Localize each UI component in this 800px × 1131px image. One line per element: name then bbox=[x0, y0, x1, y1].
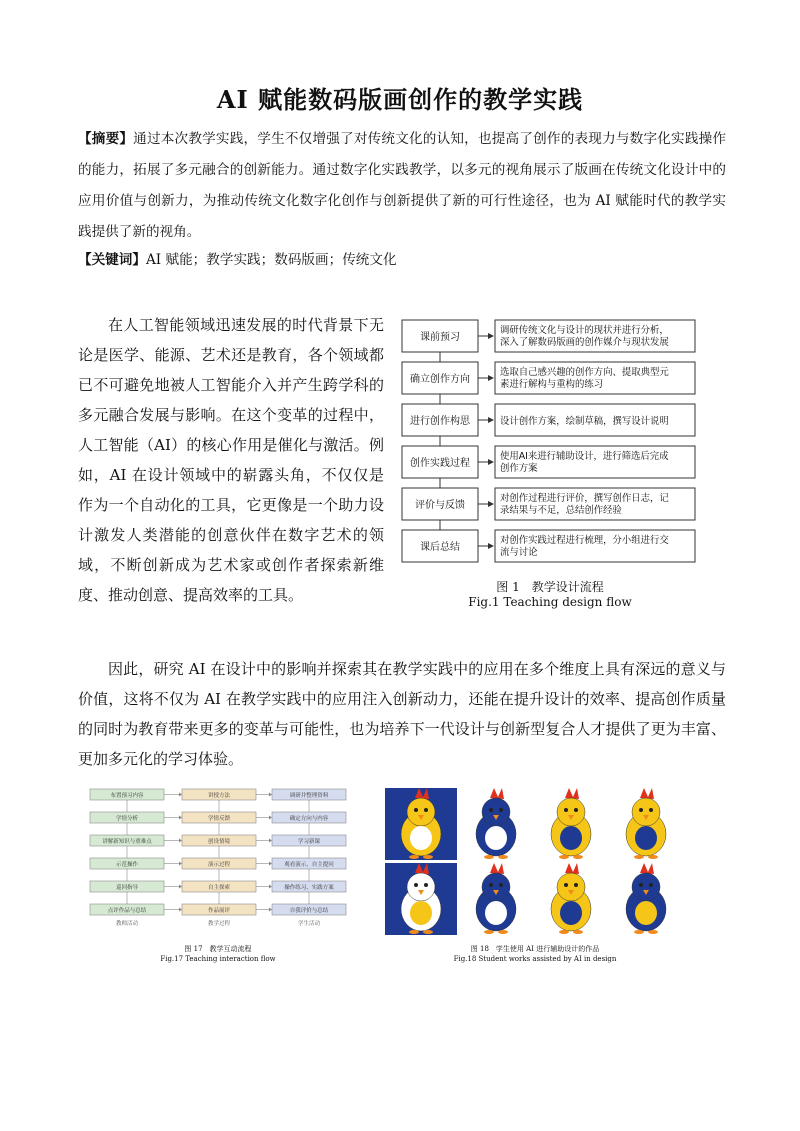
mascot-belly bbox=[635, 901, 657, 925]
figure-18-student-works bbox=[385, 788, 685, 938]
desc-text: 对创作过程进行评价，撰写创作日志，记 bbox=[500, 493, 669, 504]
figure-1-caption bbox=[400, 580, 700, 610]
comb-icon bbox=[490, 863, 504, 874]
eye-icon bbox=[649, 808, 653, 812]
comb-icon bbox=[565, 863, 579, 874]
keywords-text: AI 赋能；教学实践；数码版画；传统文化 bbox=[145, 252, 397, 268]
figure-18-caption-cn: 图 18 学生使用 AI 进行辅助设计的作品 bbox=[470, 945, 600, 953]
mascot-head bbox=[407, 798, 435, 826]
stage-label: 确立创作方向 bbox=[410, 374, 470, 385]
arrow-icon bbox=[269, 862, 272, 866]
arrow-icon bbox=[269, 816, 272, 820]
foot-icon bbox=[409, 855, 419, 859]
desc-text: 流与讨论 bbox=[500, 547, 538, 558]
mascot-head bbox=[632, 873, 660, 901]
comb-icon bbox=[490, 788, 504, 799]
eye-icon bbox=[499, 808, 503, 812]
mascot-head bbox=[407, 873, 435, 901]
arrow-icon bbox=[179, 885, 182, 889]
interaction-label: 布置预习内容 bbox=[110, 793, 144, 799]
mascot-artwork bbox=[385, 788, 457, 860]
abstract-text: 通过本次教学实践，学生不仅增强了对传统文化的认知，也提高了创作的表现力与数字化实践操作的能力，拓展了多元融合的创新能力。通过数字化实践教学，以多元的视角展示了版画在传统文化设计中的应用价值与创新力，为推动传统文化数字化创作与创新提供了新的可行性途径，也为 AI 赋能时代的教学实践提供了新的视角。 bbox=[78, 131, 727, 240]
comb-icon bbox=[640, 863, 654, 874]
mascot-artwork bbox=[476, 788, 516, 859]
mascot-artwork bbox=[551, 863, 591, 934]
desc-text: 选取自己感兴趣的创作方向、提取典型元 bbox=[500, 367, 669, 378]
column-label: 学生活动 bbox=[297, 921, 321, 927]
interaction-label: 示范操作 bbox=[115, 862, 139, 868]
eye-icon bbox=[564, 808, 568, 812]
foot-icon bbox=[559, 930, 569, 934]
interaction-label: 操作练习、实践方案 bbox=[284, 885, 334, 891]
figure-1-caption-cn: 图 1 教学设计流程 bbox=[496, 580, 604, 594]
body-paragraph-2 bbox=[78, 654, 726, 774]
interaction-label: 自我评价与总结 bbox=[289, 908, 329, 914]
foot-icon bbox=[634, 855, 644, 859]
arrow-icon bbox=[269, 839, 272, 843]
mascot-belly bbox=[485, 901, 507, 925]
interaction-label: 调研并整理资料 bbox=[289, 793, 329, 799]
figure-18-caption-en: Fig.18 Student works assisted by AI in design bbox=[453, 955, 617, 963]
desc-text: 素进行解构与重构的练习 bbox=[500, 379, 604, 390]
mascot-head bbox=[482, 798, 510, 826]
stage-label: 课前预习 bbox=[420, 332, 460, 343]
interaction-label: 作品展评 bbox=[207, 908, 231, 914]
eye-icon bbox=[424, 883, 428, 887]
eye-icon bbox=[574, 808, 578, 812]
interaction-label: 讲解新知识与重难点 bbox=[102, 839, 152, 845]
mascot-belly bbox=[635, 826, 657, 850]
figure-17-caption-cn: 图 17 教学互动流程 bbox=[184, 945, 252, 953]
eye-icon bbox=[489, 883, 493, 887]
arrow-icon bbox=[269, 793, 272, 797]
abstract bbox=[78, 124, 726, 248]
keywords-label: 【关键词】 bbox=[78, 252, 146, 268]
foot-icon bbox=[409, 930, 419, 934]
arrow-icon bbox=[488, 333, 494, 339]
desc-text: 对创作实践过程进行梳理，分小组进行交 bbox=[500, 535, 669, 546]
foot-icon bbox=[498, 930, 508, 934]
eye-icon bbox=[574, 883, 578, 887]
arrow-icon bbox=[488, 417, 494, 423]
stage-label: 创作实践过程 bbox=[410, 458, 470, 469]
paragraph-1-text: 在人工智能领域迅速发展的时代背景下无论是医学、能源、艺术还是教育，各个领域都已不可避免地被人工智能介入并产生跨学科的多元融合发展与影响。在这个变革的过程中，人工智能（AI）的核心作用是催化与激活。例如，AI 在设计领域中的崭露头角，不仅仅是作为一个自动化的工具，它更像是一个助力设计激发人类潜能的创意伙伴在数字艺术的领域，不断创新成为艺术家或创作者探索新维度、推动创意、提高效率的工具。 bbox=[78, 316, 384, 604]
interaction-label: 巡回指导 bbox=[115, 885, 139, 891]
arrow-icon bbox=[488, 543, 494, 549]
mascot-belly bbox=[560, 901, 582, 925]
eye-icon bbox=[649, 883, 653, 887]
foot-icon bbox=[484, 855, 494, 859]
arrow-icon bbox=[269, 908, 272, 912]
arrow-icon bbox=[179, 793, 182, 797]
foot-icon bbox=[423, 930, 433, 934]
desc-text: 深入了解数码版画的创作媒介与现状发展 bbox=[500, 337, 669, 348]
arrow-icon bbox=[179, 862, 182, 866]
abstract-label: 【摘要】 bbox=[78, 131, 134, 147]
eye-icon bbox=[424, 808, 428, 812]
interaction-label: 讲授方法 bbox=[207, 793, 231, 799]
eye-icon bbox=[499, 883, 503, 887]
paragraph-2-text: 因此，研究 AI 在设计中的影响并探索其在教学实践中的应用在多个维度上具有深远的意义与价值，这将不仅为 AI 在教学实践中的应用注入创新动力，还能在提升设计的效率、提高创作质量的同时为教育带来更多的变革与可能性，也为培养下一代设计与创新型复合人才提供了更为丰富、更加多元化的学习体验。 bbox=[78, 660, 726, 768]
arrow-icon bbox=[488, 375, 494, 381]
arrow-icon bbox=[179, 908, 182, 912]
interaction-label: 自主探索 bbox=[207, 885, 231, 891]
foot-icon bbox=[423, 855, 433, 859]
desc-text: 录结果与不足，总结创作经验 bbox=[500, 505, 622, 516]
stage-label: 进行创作构思 bbox=[410, 416, 470, 427]
mascot-belly bbox=[485, 826, 507, 850]
mascot-artwork bbox=[626, 863, 666, 934]
interaction-label: 确定方向与内容 bbox=[289, 816, 329, 822]
eye-icon bbox=[414, 883, 418, 887]
mascot-artwork bbox=[626, 788, 666, 859]
eye-icon bbox=[639, 883, 643, 887]
foot-icon bbox=[498, 855, 508, 859]
desc-text: 创作方案 bbox=[500, 463, 538, 474]
mascot-head bbox=[632, 798, 660, 826]
foot-icon bbox=[648, 855, 658, 859]
figure-17-interaction-flow bbox=[78, 785, 358, 945]
interaction-label: 演示过程 bbox=[207, 862, 231, 868]
comb-icon bbox=[640, 788, 654, 799]
comb-icon bbox=[565, 788, 579, 799]
mascot-head bbox=[557, 873, 585, 901]
stage-label: 评价与反馈 bbox=[415, 500, 465, 511]
interaction-label: 学情分析 bbox=[115, 816, 139, 822]
foot-icon bbox=[484, 930, 494, 934]
interaction-label: 学情反馈 bbox=[207, 816, 231, 822]
mascot-belly bbox=[410, 826, 432, 850]
foot-icon bbox=[634, 930, 644, 934]
eye-icon bbox=[489, 808, 493, 812]
interaction-label: 观看演示、自主提问 bbox=[284, 862, 334, 868]
mascot-head bbox=[557, 798, 585, 826]
foot-icon bbox=[559, 855, 569, 859]
eye-icon bbox=[414, 808, 418, 812]
mascot-head bbox=[482, 873, 510, 901]
mascot-artwork bbox=[551, 788, 591, 859]
mascot-artwork bbox=[476, 863, 516, 934]
mascot-artwork bbox=[385, 863, 457, 935]
body-paragraph-1 bbox=[78, 310, 384, 610]
keywords bbox=[78, 248, 726, 272]
figure-18-caption bbox=[385, 944, 685, 964]
foot-icon bbox=[648, 930, 658, 934]
mascot-belly bbox=[410, 901, 432, 925]
mascot-belly bbox=[560, 826, 582, 850]
interaction-label: 点评作品与总结 bbox=[107, 908, 147, 914]
interaction-label: 创设情境 bbox=[207, 839, 231, 845]
arrow-icon bbox=[179, 816, 182, 820]
column-label: 教学过程 bbox=[207, 921, 231, 927]
page-title: AI 赋能数码版画创作的教学实践 bbox=[216, 85, 584, 114]
figure-1-caption-en: Fig.1 Teaching design flow bbox=[468, 595, 632, 609]
stage-label: 课后总结 bbox=[420, 542, 460, 553]
foot-icon bbox=[573, 855, 583, 859]
interaction-label: 学习新课 bbox=[297, 839, 321, 845]
column-label: 教师活动 bbox=[115, 921, 139, 927]
arrow-icon bbox=[269, 885, 272, 889]
eye-icon bbox=[639, 808, 643, 812]
desc-text: 调研传统文化与设计的现状并进行分析， bbox=[500, 325, 669, 336]
arrow-icon bbox=[488, 501, 494, 507]
desc-text: 设计创作方案，绘制草稿，撰写设计说明 bbox=[500, 416, 669, 427]
eye-icon bbox=[564, 883, 568, 887]
desc-text: 使用AI来进行辅助设计，进行筛选后完成 bbox=[500, 451, 669, 462]
foot-icon bbox=[573, 930, 583, 934]
figure-17-caption-en: Fig.17 Teaching interaction flow bbox=[160, 955, 276, 963]
figure-1-flowchart bbox=[400, 315, 700, 580]
arrow-icon bbox=[488, 459, 494, 465]
arrow-icon bbox=[179, 839, 182, 843]
figure-17-caption bbox=[78, 944, 358, 964]
